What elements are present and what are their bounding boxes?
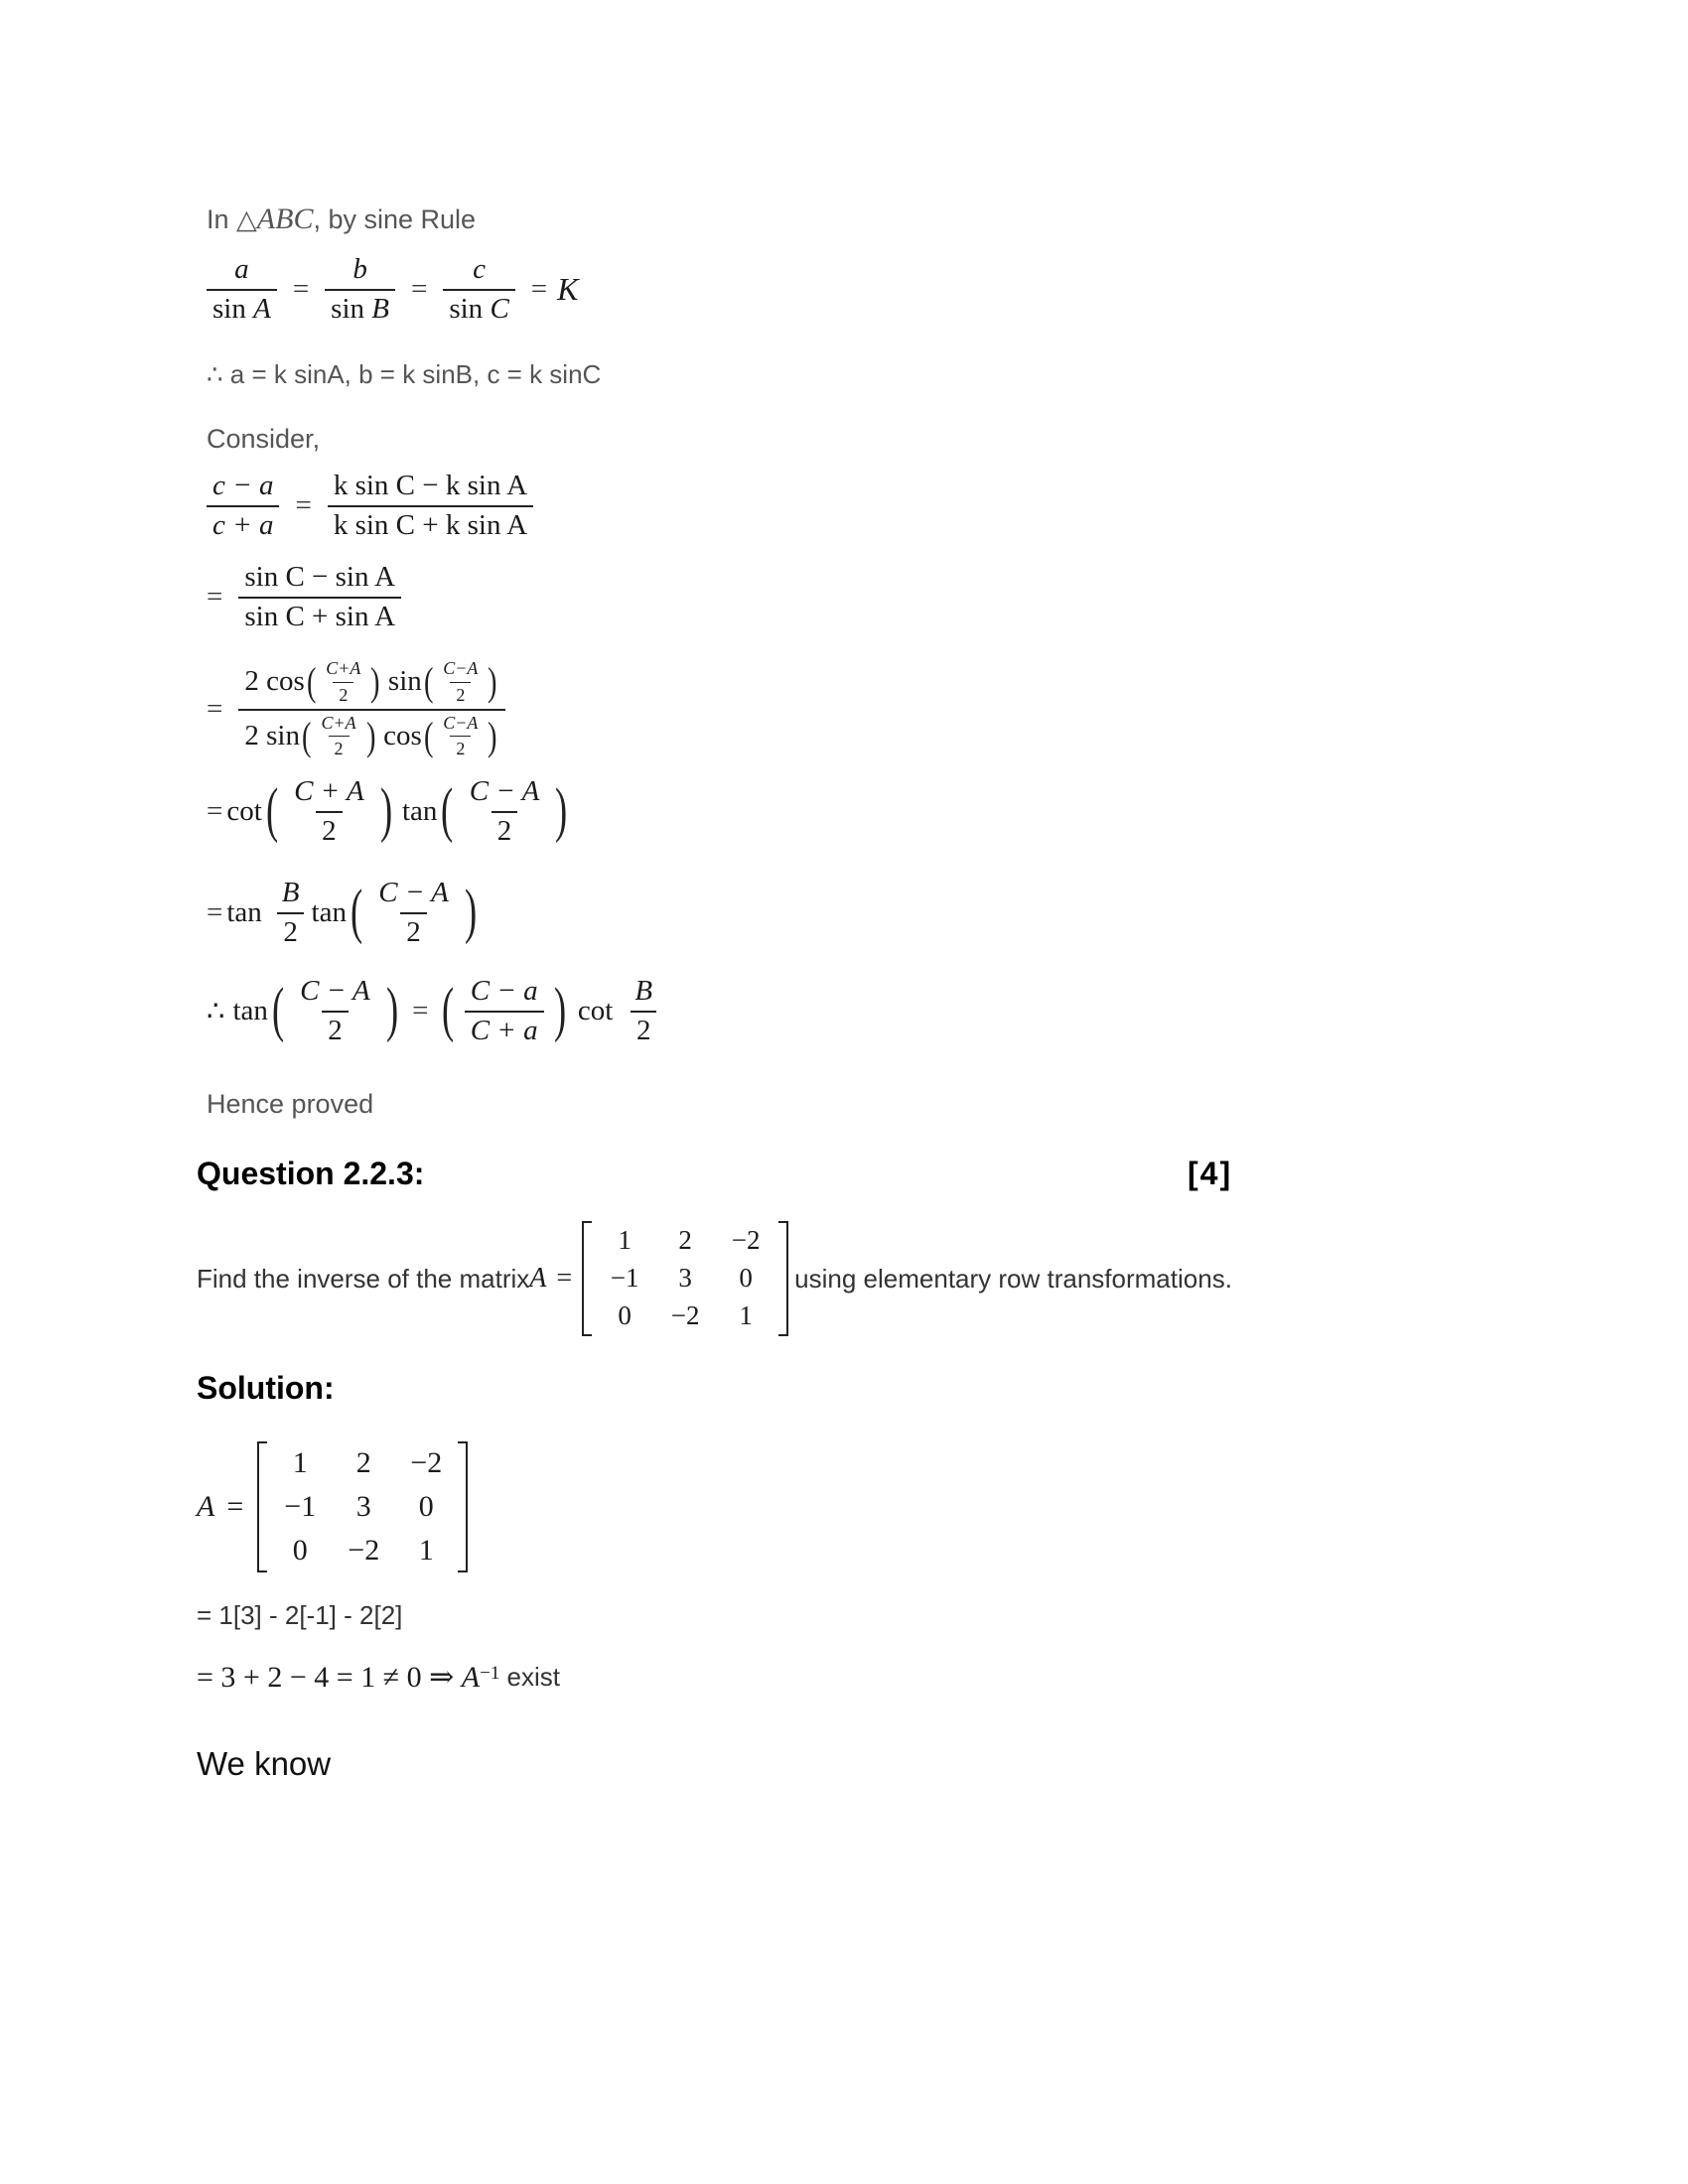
n: C − A <box>469 775 540 807</box>
numerator: k sin C − k sin A <box>333 470 528 501</box>
determinant-result <box>197 1660 560 1695</box>
fraction-b-sinB <box>325 254 395 326</box>
fn: sin <box>212 292 246 325</box>
question-title: Question 2.2.3: <box>197 1156 425 1191</box>
question-matrix <box>582 1221 788 1336</box>
lhs-fraction <box>207 471 279 542</box>
d: 2 <box>333 682 353 706</box>
triangle-abc: ABC <box>256 203 314 235</box>
cell: 0 <box>739 1262 753 1293</box>
tan: tan <box>311 896 347 929</box>
cell: 0 <box>292 1534 308 1567</box>
cell: −1 <box>284 1490 317 1523</box>
equals: = <box>207 795 223 828</box>
right-bracket <box>458 1441 468 1572</box>
determinant-expansion: = 1[3] - 2[-1] - 2[2] <box>197 1600 403 1630</box>
numerator: sin C − sin A <box>244 561 396 593</box>
rhs-fraction <box>465 976 544 1047</box>
fn: cos <box>383 719 422 751</box>
cell: 2 <box>678 1224 692 1255</box>
intro-prefix: In <box>207 205 237 234</box>
numerator: c − a <box>212 470 274 501</box>
matrix-grid <box>592 1221 778 1336</box>
d: 2 <box>316 811 343 848</box>
equals: = <box>207 693 223 726</box>
cell: 3 <box>678 1262 692 1293</box>
d: 2 <box>492 811 518 848</box>
left-bracket <box>257 1441 267 1572</box>
n: B <box>281 877 300 908</box>
d: 2 <box>631 1011 657 1047</box>
diff-half-fraction <box>464 776 546 848</box>
lhs-fraction <box>294 976 376 1047</box>
numerator: a <box>234 253 249 285</box>
n: C − A <box>300 975 370 1007</box>
numerator: b <box>352 253 367 285</box>
d: 2 <box>450 736 471 759</box>
cell: −2 <box>410 1446 443 1479</box>
equals: = <box>292 273 310 306</box>
rhs-fraction <box>328 471 533 542</box>
solution-heading: Solution: <box>197 1370 335 1406</box>
equals: = <box>412 995 429 1027</box>
solution-matrix <box>257 1441 468 1572</box>
therefore-line: ∴ a = k sinA, b = k sinB, c = k sinC <box>207 359 602 389</box>
half-b-fraction <box>629 976 658 1047</box>
n: C−A <box>443 658 479 678</box>
denominator: 2 sin ( $\frac{C+A}{2}$ ) cos ( $\frac{C-A}{2}$ ) <box>238 709 505 760</box>
cot: cot <box>577 995 614 1027</box>
inverse-symbol: A <box>461 1660 481 1694</box>
left-bracket <box>582 1221 592 1336</box>
cell: 1 <box>418 1534 434 1567</box>
hence-proved: Hence proved <box>207 1089 374 1119</box>
tan: tan <box>226 896 262 929</box>
d: 2 <box>329 736 350 759</box>
equals: = <box>530 273 548 306</box>
right-bracket <box>778 1221 788 1336</box>
proof-intro <box>207 203 476 236</box>
sum-half-fraction <box>288 776 370 848</box>
tan: tan <box>401 795 438 828</box>
d: 2 <box>450 682 471 706</box>
solution-matrix-equation <box>197 1439 468 1574</box>
cell: 3 <box>355 1490 371 1523</box>
equals: = <box>207 896 223 929</box>
fn: 2 sin <box>244 719 300 751</box>
conclusion-equation: ∴ tan ( $\frac{C - A}{2}$ ) = ( $\frac{C - a}{C + a}$ ) cot $\frac{B}{2}$ <box>207 976 664 1047</box>
cell: −2 <box>670 1299 700 1330</box>
numerator: c <box>473 253 486 285</box>
var: B <box>371 292 389 325</box>
matrix-grid <box>267 1441 458 1572</box>
denominator: c + a <box>207 505 279 542</box>
d: C + a <box>465 1011 544 1047</box>
sin-fraction <box>238 562 401 633</box>
cell: 1 <box>618 1224 632 1255</box>
cell: 0 <box>418 1490 434 1523</box>
fn: sin <box>387 665 422 698</box>
fraction-c-sinC <box>443 254 514 326</box>
matrix-name: A <box>529 1263 547 1294</box>
d: 2 <box>322 1011 349 1047</box>
prompt-after: using elementary row transformations. <box>794 1263 1232 1294</box>
n: B <box>634 975 653 1007</box>
we-know-label: We know <box>197 1745 332 1782</box>
triangle-symbol: △ <box>236 205 257 234</box>
prompt-before: Find the inverse of the matrix <box>197 1263 530 1294</box>
d: 2 <box>277 912 304 949</box>
cell: 1 <box>739 1299 753 1330</box>
step4-equation: = cot ( $\frac{C + A}{2}$ ) tan ( $\frac{C - A}{2}$ ) <box>207 775 568 847</box>
step2-equation <box>207 562 407 633</box>
constant-k: K <box>557 271 579 308</box>
denominator: k sin C + k sin A <box>328 505 533 542</box>
var: A <box>253 292 271 325</box>
fn: sin <box>331 292 365 325</box>
tan: tan <box>232 995 268 1027</box>
sine-rule-equation <box>207 254 578 326</box>
question-marks: [4] <box>1188 1156 1233 1191</box>
n: C + A <box>294 775 364 807</box>
fraction-a-sinA <box>207 254 277 326</box>
n: C−A <box>443 712 479 733</box>
question-prompt <box>197 1219 1232 1338</box>
equals: = <box>556 1263 573 1294</box>
cell: −1 <box>610 1262 639 1293</box>
sum-to-product-fraction <box>238 659 505 759</box>
diff-half-fraction <box>372 878 455 949</box>
det-result-text: = 3 + 2 − 4 = 1 ≠ 0 ⇒ <box>197 1661 462 1694</box>
half-b-fraction <box>276 878 306 949</box>
cot: cot <box>226 795 262 828</box>
numerator: 2 cos ( $\frac{C+A}{2}$ ) sin ( $\frac{C-A}{2}$ ) <box>244 658 497 705</box>
cell: 1 <box>292 1446 308 1479</box>
step1-equation <box>207 471 539 542</box>
exist-label: exist <box>499 1662 561 1692</box>
n: C − A <box>378 877 449 908</box>
fn: 2 cos <box>244 665 305 698</box>
equals: = <box>410 273 428 306</box>
equals: = <box>207 581 223 614</box>
cell: 2 <box>355 1446 371 1479</box>
d: 2 <box>400 912 427 949</box>
n: C+A <box>326 658 361 678</box>
step5-equation: = tan $\frac{B}{2}$ tan ( $\frac{C - A}{2}$ ) <box>207 877 478 948</box>
equals: = <box>226 1490 244 1523</box>
denominator: sin C + sin A <box>238 597 401 633</box>
var: C <box>490 292 509 325</box>
n: C+A <box>321 712 356 733</box>
cell: 0 <box>618 1299 632 1330</box>
consider-label: Consider, <box>207 424 321 454</box>
equals: = <box>295 489 312 522</box>
cell: −2 <box>348 1534 380 1567</box>
cell: −2 <box>731 1224 761 1255</box>
inverse-exponent: −1 <box>480 1662 500 1684</box>
therefore-symbol: ∴ <box>207 996 225 1028</box>
step3-equation <box>207 659 511 759</box>
intro-suffix: , by sine Rule <box>313 205 477 234</box>
n: C − a <box>470 975 538 1007</box>
fn: sin <box>449 292 484 325</box>
matrix-name: A <box>197 1490 215 1523</box>
